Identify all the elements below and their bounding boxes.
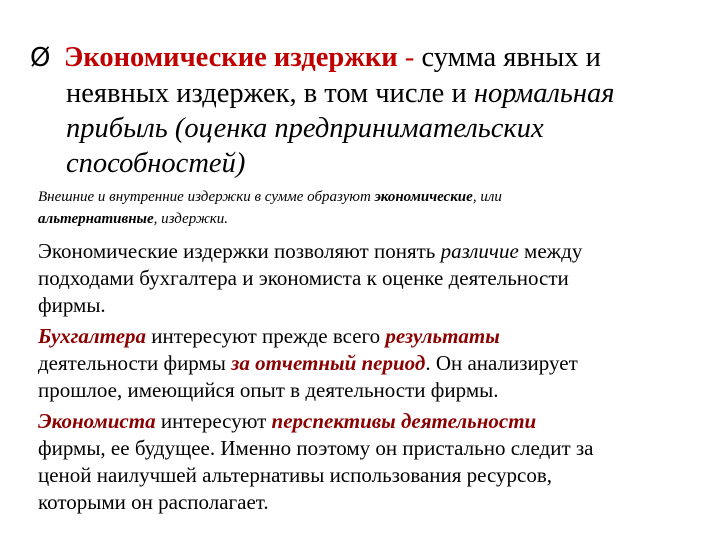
p2-line-2 [38,350,708,377]
heading-line-1-rest: сумма явных и [421,42,601,73]
note-line-2 [38,208,698,230]
note-economic-term: экономические [374,189,473,205]
main-heading [30,40,700,181]
p2-period-term: за отчетный период [231,351,426,375]
p3-line-3: ценой наилучшей альтернативы использования ресурсов, [38,463,553,487]
p1-line-1-end: между [518,239,583,263]
heading-line-3: прибыль (оценка предпринимательских [66,113,544,144]
p1-line-1-start: Экономические издержки позволяют понять [38,239,441,263]
p2-line-2-end: . Он анализирует [425,351,578,375]
note-line-2-end: , издержки. [153,211,229,227]
p3-prospects-term: перспективы деятельности [271,409,537,433]
heading-line-4: способностей) [66,148,246,179]
note-line-1-start: Внешние и внутренние издержки в сумме образуют [38,189,375,205]
note-alternative-term: альтернативные [38,211,154,227]
note-line-1-end: , или [472,189,502,205]
heading-line-1 [30,40,700,76]
p1-line-1 [38,238,708,265]
heading-term: Экономические издержки [64,42,398,73]
heading-line-2-italic: нормальная [473,78,615,109]
p1-line-2: подходами бухгалтера и экономиста к оценке деятельности [38,266,569,290]
p2-line-1-mid: интересуют прежде всего [146,324,386,348]
p2-results-term: результаты [385,324,500,348]
p2-line-2-start: деятельности фирмы [38,351,232,375]
p2-line-1 [38,323,708,350]
note-line-1 [38,186,698,208]
p3-economist-term: Экономиста [38,409,156,433]
p3-line-4: которыми он располагает. [38,490,269,514]
p3-line-2: фирмы, ее будущее. Именно поэтому он пристально следит за [38,436,594,460]
heading-line-2 [30,76,700,111]
italic-note [38,186,698,230]
p2-accountant-term: Бухгалтера [38,324,147,348]
heading-dash: - [397,42,422,73]
body-text [38,238,708,516]
arrow-bullet-icon: Ø [30,43,51,73]
p1-difference-word: различие [440,239,519,263]
p3-line-1-mid: интересуют [155,409,272,433]
heading-line-2-plain: неявных издержек, в том числе и [66,78,474,109]
p1-line-3: фирмы. [38,293,106,317]
p3-line-1 [38,408,708,435]
p2-line-3: прошлое, имеющийся опыт в деятельности фирмы. [38,378,499,402]
